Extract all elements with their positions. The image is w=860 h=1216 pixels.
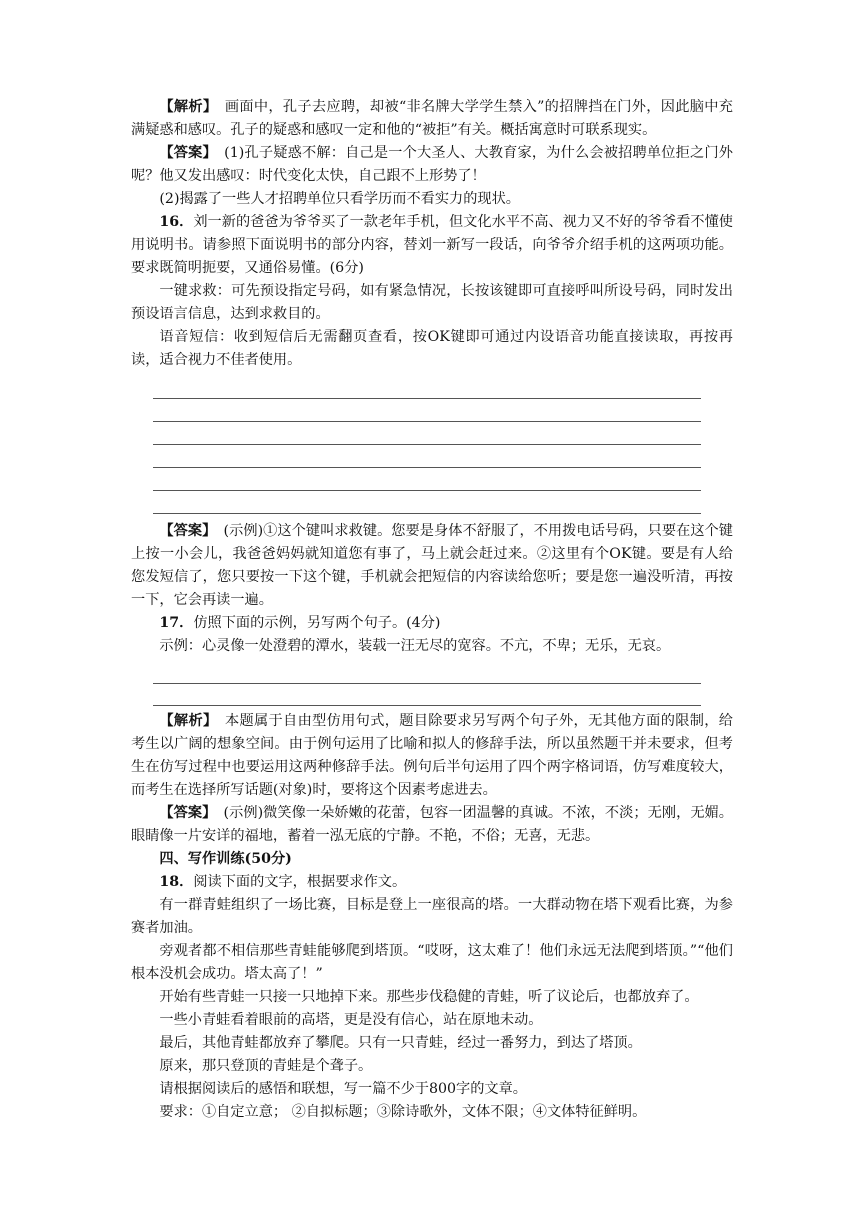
q16-answer	[131, 520, 733, 612]
writing-prompt: 请根据阅读后的感悟和联想，写一篇不少于800字的文章。	[159, 1081, 527, 1097]
answer-tag: 【答案】	[159, 805, 210, 821]
answer-line[interactable]	[153, 445, 701, 468]
analysis-text: 画面中，孔子去应聘，却被“非名牌大学学生禁入”的招牌挡在门外，因此脑中充满疑惑和感叹。孔子的疑惑和感叹一定和他的“被拒”有关。概括寓意时可联系现实。	[131, 99, 733, 138]
answer-line[interactable]	[153, 662, 701, 684]
q16-question	[131, 211, 733, 280]
answer-text: (示例)①这个键叫求救键。您要是身体不舒服了，不用拨电话号码，只要在这个键上按一小会儿，我爸爸妈妈就知道您有事了，马上就会赶过来。②这里有个OK键。要是有人给您发短信了，您只要按一下这个键，手机就会把短信的内容读给您听；要是您一遍没听清，再按一下，它会再读一遍。	[131, 523, 733, 608]
story-paragraph: 旁观者都不相信那些青蛙能够爬到塔顶。“哎呀，这太难了！他们永远无法爬到塔顶。”“他们根本没机会成功。塔太高了！”	[131, 943, 733, 982]
q17-example	[131, 635, 733, 658]
answer-text: (示例)微笑像一朵娇嫩的花蕾，包容一团温馨的真诚。不浓，不淡；无刚，无媚。眼睛像一片安详的福地，蓄着一泓无底的宁静。不艳，不俗；无喜，无悲。	[131, 805, 733, 844]
example-text: 心灵像一处澄碧的潭水，装载一汪无尽的宽容。不亢，不卑；无乐，无哀。	[201, 638, 671, 654]
q15-answer	[131, 142, 733, 188]
answer-tag: 【答案】	[159, 145, 210, 161]
exam-page	[131, 96, 733, 1124]
writing-requirements: 要求：①自定立意； ②自拟标题；③除诗歌外，文体不限；④文体特征鲜明。	[159, 1104, 647, 1120]
example-label: 示例：	[159, 638, 202, 654]
q15-analysis	[131, 96, 733, 142]
story-paragraph: 一些小青蛙看着眼前的高塔，更是没有信心，站在原地未动。	[159, 1012, 543, 1028]
question-text: 阅读下面的文字，根据要求作文。	[193, 874, 407, 890]
answer-line[interactable]	[153, 422, 701, 445]
question-number: 17．	[159, 615, 194, 631]
answer-line[interactable]	[153, 684, 701, 706]
analysis-text: 本题属于自由型仿用句式，题目除要求另写两个句子外，无其他方面的限制，给考生以广阔的想象空间。由于例句运用了比喻和拟人的修辞手法，所以虽然题干并未要求，但考生在仿写过程中也要运用这两种修辞手法。例句后半句运用了四个两字格词语，仿写难度较大，而考生在选择所写话题(对象)时，要将这个因素考虑进去。	[131, 713, 733, 798]
question-text: 刘一新的爸爸为爷爷买了一款老年手机，但文化水平不高、视力又不好的爷爷看不懂使用说明书。请参照下面说明书的部分内容，替刘一新写一段话，向爷爷介绍手机的这两项功能。要求既简明扼要，又通俗易懂。(6分)	[131, 214, 733, 276]
answer-tag: 【答案】	[159, 523, 210, 539]
question-number: 18．	[159, 874, 194, 890]
story-paragraph: 有一群青蛙组织了一场比赛，目标是登上一座很高的塔。一大群动物在塔下观看比赛，为参赛者加油。	[131, 897, 733, 936]
q16-manual-2: 语音短信：收到短信后无需翻页查看，按OK键即可通过内设语音功能直接读取，再按再读，适合视力不佳者使用。	[131, 329, 733, 368]
story-paragraph: 开始有些青蛙一只接一只地掉下来。那些步伐稳健的青蛙，听了议论后，也都放弃了。	[159, 989, 699, 1005]
q17-answer	[131, 802, 733, 848]
q18-question	[131, 871, 733, 894]
story-paragraph: 最后，其他青蛙都放弃了攀爬。只有一只青蛙，经过一番努力，到达了塔顶。	[159, 1035, 642, 1051]
q15-answer-2: (2)揭露了一些人才招聘单位只看学历而不看实力的现状。	[159, 191, 520, 207]
analysis-tag: 【解析】	[159, 99, 211, 115]
question-number: 16．	[159, 214, 194, 230]
answer-line[interactable]	[153, 491, 701, 514]
question-text: 仿照下面的示例，另写两个句子。(4分)	[193, 615, 441, 631]
answer-line[interactable]	[153, 399, 701, 422]
q17-question	[131, 612, 733, 635]
analysis-tag: 【解析】	[159, 713, 211, 729]
q17-answer-lines[interactable]	[153, 662, 701, 706]
answer-line[interactable]	[153, 468, 701, 491]
answer-line[interactable]	[153, 376, 701, 399]
story-paragraph: 原来，那只登顶的青蛙是个聋子。	[159, 1058, 373, 1074]
q17-analysis	[131, 710, 733, 802]
q16-answer-lines[interactable]	[153, 376, 701, 514]
section-title: 四、写作训练(50分)	[159, 851, 292, 867]
answer-text: (1)孔子疑惑不解：自己是一个大圣人、大教育家，为什么会被招聘单位拒之门外呢？他又发出感叹：时代变化太快，自己跟不上形势了！	[131, 145, 733, 184]
q16-manual-1: 一键求救：可先预设指定号码，如有紧急情况，长按该键即可直接呼叫所设号码，同时发出预设语言信息，达到求救目的。	[131, 283, 733, 322]
